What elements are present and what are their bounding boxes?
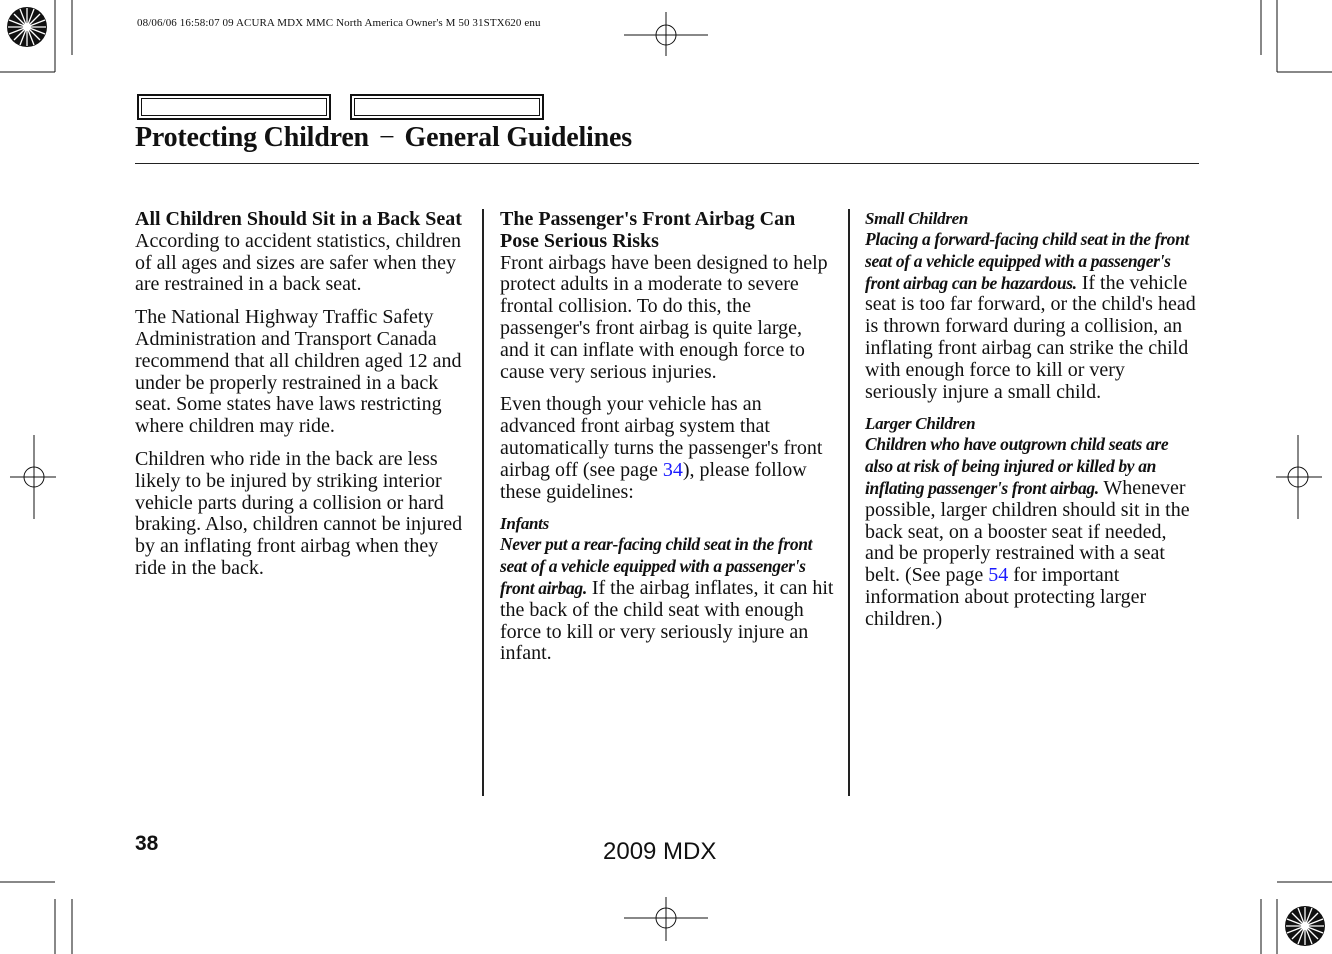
column-divider-1	[482, 209, 484, 796]
col1-paragraph-2: The National Highway Traffic Safety Administration and Transport Canada recommend that all children aged 12 and under be properly restrained in a back seat. Some states have laws restricting where children may ride.	[135, 306, 462, 438]
title-part1: Protecting Children	[135, 122, 369, 153]
title-rule	[135, 163, 1199, 164]
col2-p2-text-after: ), please follow these guidelines:	[500, 458, 807, 503]
page-title	[135, 122, 632, 154]
page-54-link[interactable]: 54	[988, 564, 1009, 587]
footer-model: 2009 MDX	[603, 838, 717, 865]
col1-paragraph-3: Children who ride in the back are less likely to be injured by striking interior vehicle parts during a collision or hard braking. Also, children cannot be injured by an inflating front airbag when they ride in the back.	[135, 447, 463, 579]
print-info: 08/06/06 16:58:07 09 ACURA MDX MMC North America Owner's M 50 31STX620 enu	[137, 17, 541, 29]
larger-children-warning-bold: Children who have outgrown child seats are also at risk of being injured or killed by an inflating passenger's front airbag.	[865, 434, 1169, 498]
column-divider-2	[848, 209, 850, 796]
col2-paragraph-1: Front airbags have been designed to help protect adults in a moderate to severe frontal collision. To do this, the passenger's front airbag is quite large, and it can inflate with enough force to cause very serious injuries.	[500, 251, 828, 383]
larger-children-warning	[865, 434, 1199, 630]
title-separator: −	[378, 122, 395, 153]
larger-children-warning-text-after: for important information about protecting larger children.)	[865, 564, 1147, 630]
column-2	[500, 209, 834, 676]
infants-heading: Infants	[500, 514, 549, 534]
page-34-link[interactable]: 34	[662, 458, 683, 481]
small-children-warning-text: If the vehicle seat is too far forward, or the child's head is thrown forward during a collision, an inflating front airbag can strike the child with enough force to kill or very seriously injure a small child.	[865, 271, 1196, 403]
col2-paragraph-2	[500, 394, 834, 503]
infants-warning-bold: Never put a rear-facing child seat in the front seat of a vehicle equipped with a passenger's front airbag.	[500, 534, 813, 598]
infants-warning	[500, 534, 834, 665]
tab-box-right	[350, 94, 544, 120]
infants-warning-text: If the airbag inflates, it can hit the back of the child seat with enough force to kill or very seriously injure an infant.	[500, 576, 834, 665]
small-children-warning	[865, 229, 1199, 403]
column-3	[865, 209, 1199, 642]
small-children-heading: Small Children	[865, 209, 969, 228]
col1-heading: All Children Should Sit in a Back Seat	[135, 208, 462, 230]
column-1	[135, 209, 465, 591]
larger-children-heading: Larger Children	[865, 414, 976, 434]
page-number: 38	[135, 832, 159, 855]
small-children-warning-bold: Placing a forward-facing child seat in the front seat of a vehicle equipped with a passenger's front airbag can be hazardous.	[865, 229, 1189, 293]
col2-heading: The Passenger's Front Airbag Can Pose Serious Risks	[500, 208, 796, 252]
tab-box-left	[137, 94, 331, 120]
col1-paragraph-1: According to accident statistics, children of all ages and sizes are safer when they are restrained in a back seat.	[135, 229, 462, 296]
col2-p2-text: Even though your vehicle has an advanced front airbag system that automatically turns the passenger's front airbag off (see page	[500, 393, 823, 481]
registration-mark-bottom-right-icon	[0, 0, 1, 1]
title-part2: General Guidelines	[404, 122, 632, 153]
larger-children-warning-text: Whenever possible, larger children should sit in the back seat, on a booster seat if needed, and be properly restrained with a seat belt. (See page	[865, 476, 1190, 587]
